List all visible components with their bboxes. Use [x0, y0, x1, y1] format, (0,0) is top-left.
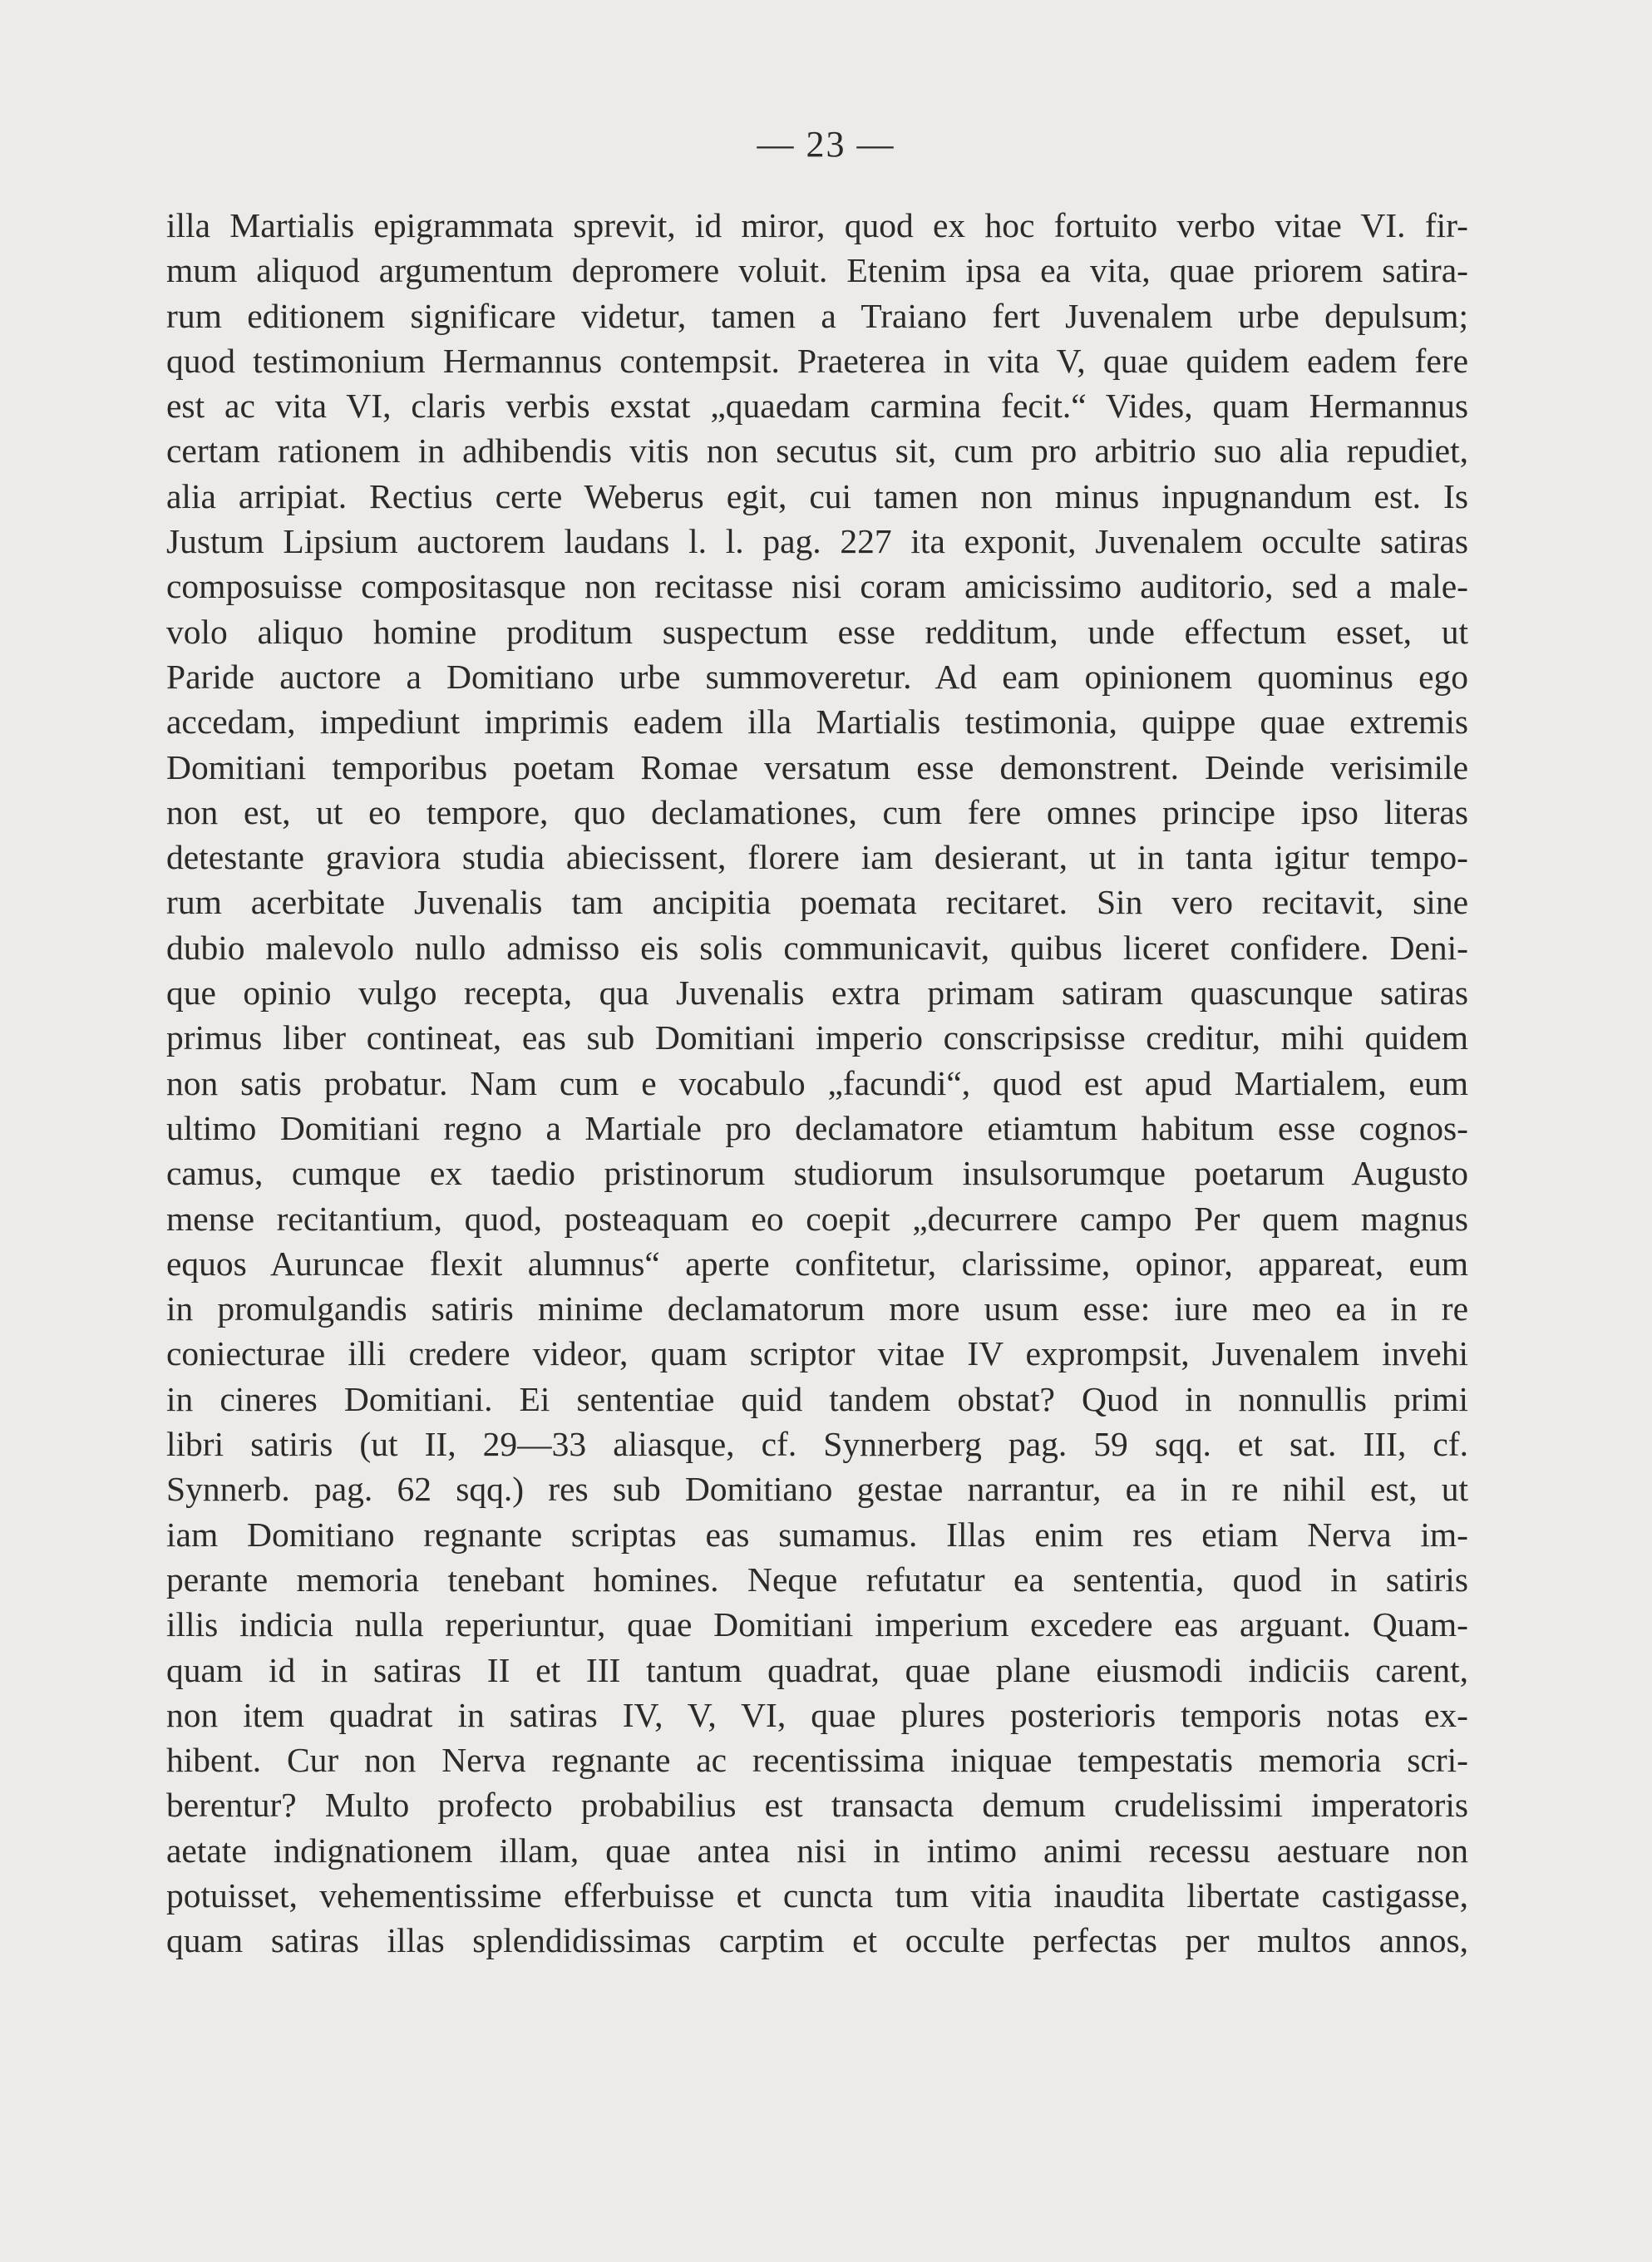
text-line: illis indicia nulla reperiuntur, quae Domitiani imperium excedere eas arguant. Quam- — [166, 1605, 1468, 1644]
text-line: quod testimonium Hermannus contempsit. Praeterea in vita V, quae quidem eadem fere — [166, 341, 1468, 380]
text-line: equos Auruncae flexit alumnus“ aperte confitetur, clarissime, opinor, appareat, eum — [166, 1244, 1468, 1283]
text-line: quam id in satiras II et III tantum quadrat, quae plane eiusmodi indiciis carent, — [166, 1650, 1468, 1689]
text-line: est ac vita VI, claris verbis exstat „quaedam carmina fecit.“ Vides, quam Hermannus — [166, 387, 1468, 426]
text-line: rum editionem significare videtur, tamen a Traiano fert Juvenalem urbe depulsum; — [166, 296, 1468, 335]
text-line: non satis probatur. Nam cum e vocabulo „facundi“, quod est apud Martialem, eum — [166, 1063, 1468, 1102]
text-line: dubio malevolo nullo admisso eis solis communicavit, quibus liceret confidere. Deni- — [166, 928, 1468, 967]
text-line: que opinio vulgo recepta, qua Juvenalis extra primam satiram quascunque satiras — [166, 973, 1468, 1013]
text-line: perante memoria tenebant homines. Neque refutatur ea sententia, quod in satiris — [166, 1560, 1468, 1599]
text-line: volo aliquo homine proditum suspectum esse redditum, unde effectum esset, ut — [166, 612, 1468, 651]
body-text — [166, 203, 1468, 1964]
text-line: iam Domitiano regnante scriptas eas sumamus. Illas enim res etiam Nerva im- — [166, 1515, 1468, 1554]
text-line: detestante graviora studia abiecissent, florere iam desierant, ut in tanta igitur tempo- — [166, 838, 1468, 877]
text-line: in promulgandis satiris minime declamatorum more usum esse: iure meo ea in re — [166, 1289, 1468, 1328]
text-line: potuisset, vehementissime efferbuisse et cuncta tum vitia inaudita libertate castigasse, — [166, 1875, 1468, 1915]
text-line: hibent. Cur non Nerva regnante ac recentissima iniquae tempestatis memoria scri- — [166, 1741, 1468, 1780]
text-line: Paride auctore a Domitiano urbe summoveretur. Ad eam opinionem quominus ego — [166, 657, 1468, 696]
text-line: Justum Lipsium auctorem laudans l. l. pag. 227 ita exponit, Juvenalem occulte satiras — [166, 522, 1468, 561]
text-line: illa Martialis epigrammata sprevit, id miror, quod ex hoc fortuito verbo vitae VI. fir- — [166, 206, 1468, 244]
text-line: aetate indignationem illam, quae antea nisi in intimo animi recessu aestuare non — [166, 1831, 1468, 1870]
text-line: rum acerbitate Juvenalis tam ancipitia poemata recitaret. Sin vero recitavit, sine — [166, 883, 1468, 922]
text-line: mum aliquod argumentum depromere voluit. Etenim ipsa ea vita, quae priorem satira- — [166, 251, 1468, 290]
text-line: primus liber contineat, eas sub Domitiani imperio conscripsisse creditur, mihi quidem — [166, 1018, 1468, 1057]
text-line: ultimo Domitiani regno a Martiale pro declamatore etiamtum habitum esse cognos- — [166, 1108, 1468, 1147]
text-line: Domitiani temporibus poetam Romae versatum esse demonstrent. Deinde verisimile — [166, 747, 1468, 786]
page-number: — 23 — — [757, 124, 895, 165]
text-line: non est, ut eo tempore, quo declamationes, cum fere omnes principe ipso literas — [166, 792, 1468, 831]
text-line: in cineres Domitiani. Ei sententiae quid tandem obstat? Quod in nonnullis primi — [166, 1379, 1468, 1418]
text-line: coniecturae illi credere videor, quam scriptor vitae IV exprompsit, Juvenalem invehi — [166, 1334, 1468, 1373]
text-line: alia arripiat. Rectius certe Weberus egit, cui tamen non minus inpugnandum est. Is — [166, 476, 1468, 515]
text-line: composuisse compositasque non recitasse nisi coram amicissimo auditorio, sed a male- — [166, 567, 1468, 606]
text-line: non item quadrat in satiras IV, V, VI, quae plures posterioris temporis notas ex- — [166, 1695, 1468, 1734]
text-line: quam satiras illas splendidissimas carptim et occulte perfectas per multos annos, — [166, 1921, 1468, 1960]
text-line: mense recitantium, quod, posteaquam eo coepit „decurrere campo Per quem magnus — [166, 1199, 1468, 1238]
text-line: Synnerb. pag. 62 sqq.) res sub Domitiano gestae narrantur, ea in re nihil est, ut — [166, 1470, 1468, 1509]
text-line: certam rationem in adhibendis vitis non secutus sit, cum pro arbitrio suo alia repudiet, — [166, 431, 1468, 471]
text-line: accedam, impediunt imprimis eadem illa Martialis testimonia, quippe quae extremis — [166, 702, 1468, 742]
text-line: camus, cumque ex taedio pristinorum studiorum insulsorumque poetarum Augusto — [166, 1154, 1468, 1193]
text-line: berentur? Multo profecto probabilius est transacta demum crudelissimi imperatoris — [166, 1786, 1468, 1825]
text-line: libri satiris (ut II, 29—33 aliasque, cf. Synnerberg pag. 59 sqq. et sat. III, cf. — [166, 1425, 1468, 1464]
